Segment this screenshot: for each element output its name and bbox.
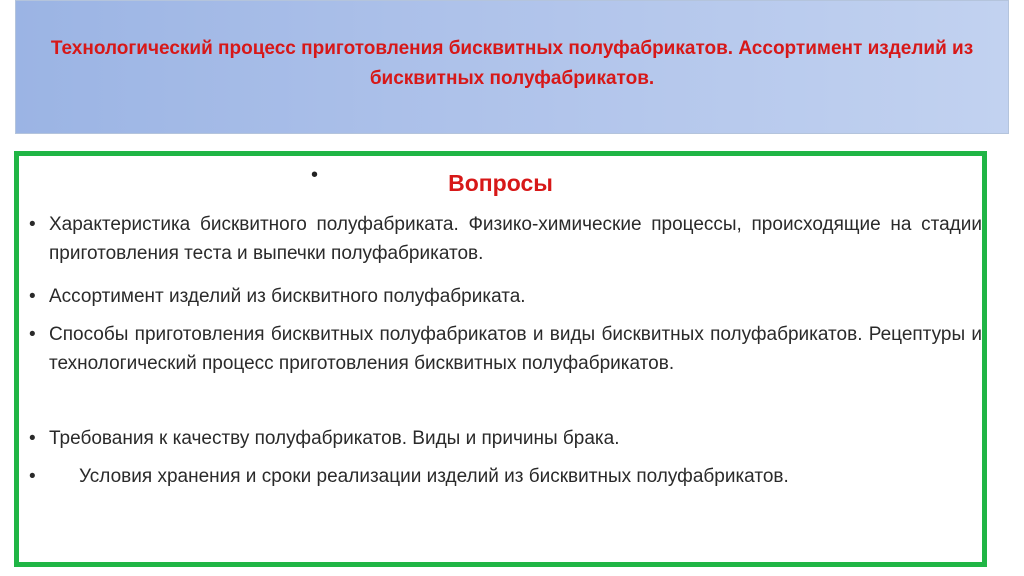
bullet-icon: • [29, 286, 36, 307]
questions-heading-row [19, 164, 982, 204]
question-text: Способы приготовления бисквитных полуфабрикатов и виды бисквитных полуфабрикатов. Рецептуры и технологический процесс приготовления бисквитных полуфабрикатов. [49, 324, 982, 374]
question-text: Ассортимент изделий из бисквитного полуфабриката. [49, 286, 526, 307]
bullet-icon: • [29, 466, 36, 487]
bullet-icon: • [29, 324, 36, 345]
question-item-5 [29, 462, 982, 491]
title-banner [15, 0, 1009, 134]
question-item-1 [29, 210, 982, 268]
question-item-3 [29, 320, 982, 378]
question-item-2 [29, 282, 982, 311]
questions-heading: Вопросы [448, 170, 553, 196]
bullet-icon: • [29, 214, 36, 235]
bullet-icon: • [29, 428, 36, 449]
question-text: Условия хранения и сроки реализации изделий из бисквитных полуфабрикатов. [79, 466, 789, 487]
question-item-4 [29, 424, 982, 453]
question-text: Требования к качеству полуфабрикатов. Виды и причины брака. [49, 428, 620, 449]
question-text: Характеристика бисквитного полуфабриката. Физико-химические процессы, происходящие на стадии приготовления теста и выпечки полуфабрикатов. [49, 214, 982, 264]
questions-box [14, 151, 987, 567]
slide-title: Технологический процесс приготовления бисквитных полуфабрикатов. Ассортимент изделий из бисквитных полуфабрикатов. [50, 38, 974, 89]
heading-bullet: • [311, 164, 319, 186]
